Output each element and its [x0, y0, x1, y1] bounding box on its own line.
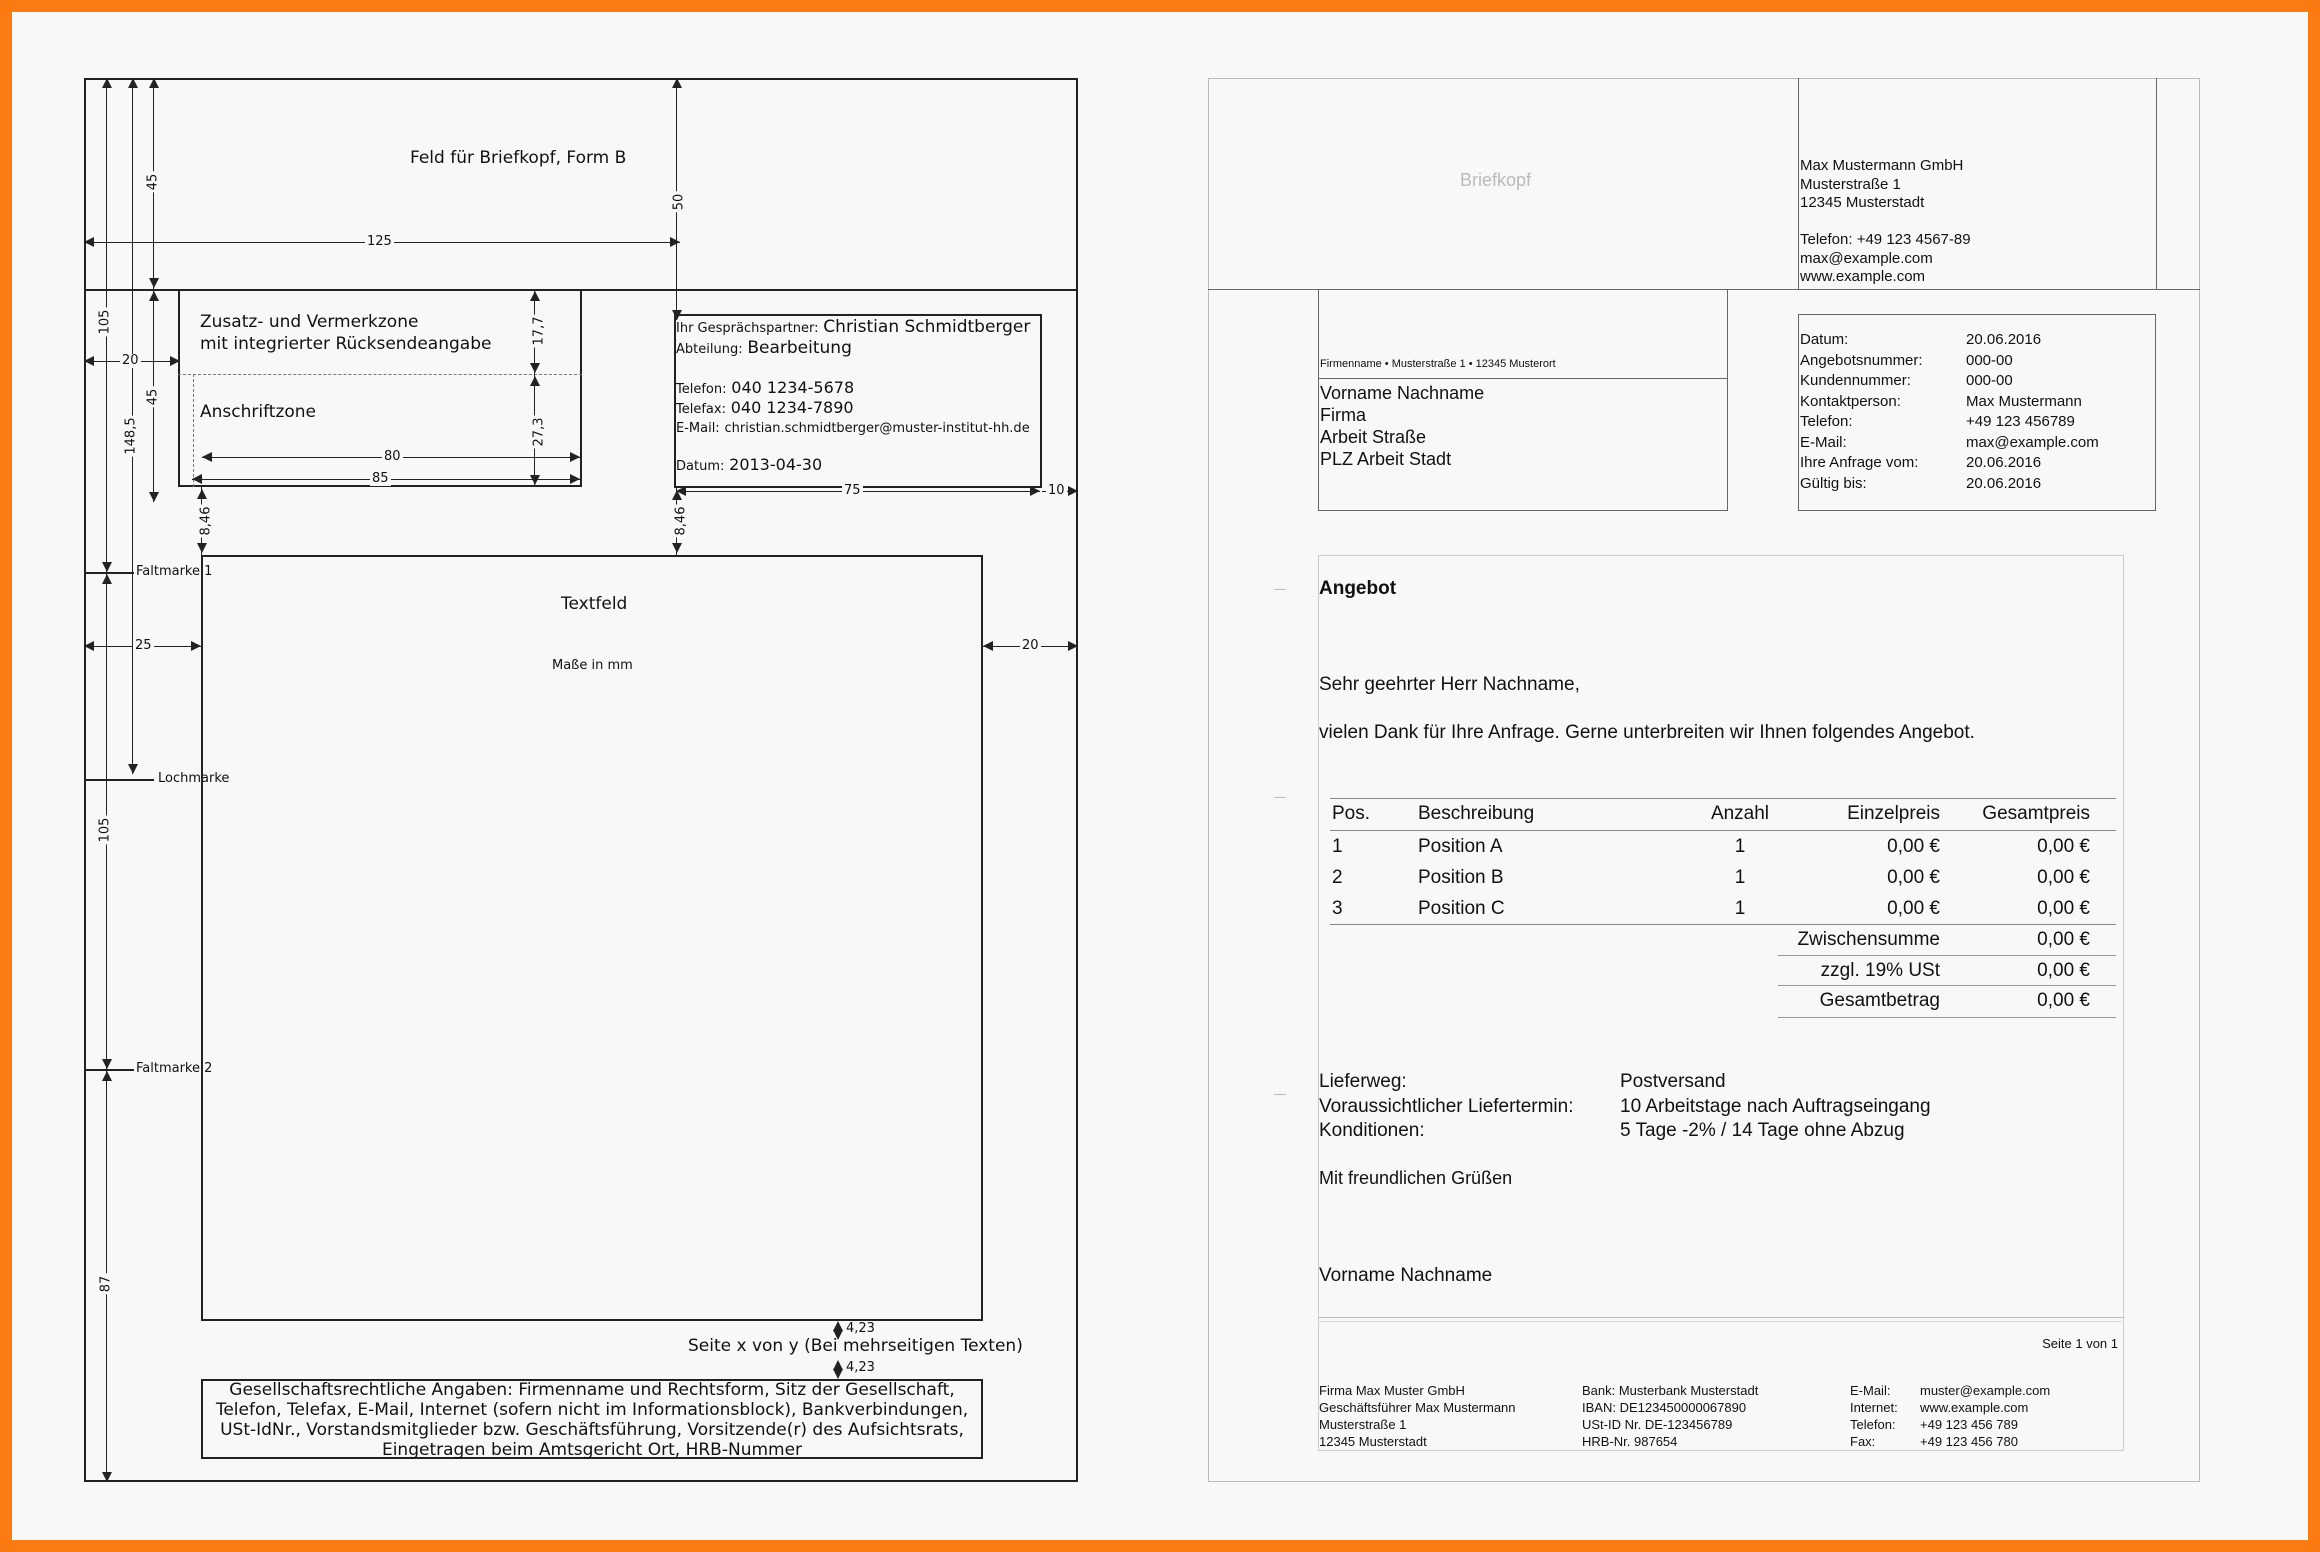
dim-27-3: 27,3: [531, 417, 547, 447]
anschrift-zone-label: Anschriftzone: [200, 402, 317, 422]
dim-10: 10: [1048, 483, 1065, 498]
dim-17-7: 17,7: [531, 316, 547, 346]
cell-desc: Position B: [1418, 867, 1504, 888]
company-line: 12345 Musterstadt: [1800, 194, 1925, 211]
footer-line: Musterstraße 1: [1319, 1417, 1407, 1432]
company-line: Telefon: +49 123 4567-89: [1800, 231, 1971, 248]
cell-desc: Position A: [1418, 836, 1503, 857]
offer-salutation: Sehr geehrter Herr Nachname,: [1319, 674, 1580, 695]
table-row: [1330, 831, 2116, 862]
footer-line: USt-ID Nr. DE-123456789: [1582, 1417, 1733, 1432]
dim-8-46-right: 8,46: [673, 506, 689, 536]
footer-line: Geschäftsführer Max Mustermann: [1319, 1400, 1516, 1415]
legal-footer-line1: Gesellschaftsrechtliche Angaben: Firmenname und Rechtsform, Sitz der Gesellschaft,: [229, 1380, 955, 1400]
info-contact-value: Christian Schmidtberger: [823, 317, 1031, 337]
company-line: Max Mustermann GmbH: [1800, 157, 1964, 174]
delivery-label: Lieferweg:: [1319, 1071, 1407, 1092]
info-label: Telefon:: [1800, 413, 1853, 430]
footer-line: 12345 Musterstadt: [1319, 1434, 1427, 1449]
footer-line: muster@example.com: [1920, 1383, 2051, 1398]
zusatz-zone-line1: Zusatz- und Vermerkzone: [200, 312, 419, 332]
closing: Mit freundlichen Grüßen: [1319, 1168, 1513, 1188]
cell-total: 0,00 €: [2037, 898, 2090, 919]
dim-45-top: 45: [145, 173, 161, 191]
info-contact-label: Ihr Gesprächspartner:: [676, 321, 819, 336]
cell-total: 0,00 €: [2037, 867, 2090, 888]
text-field-label: Textfeld: [561, 594, 628, 614]
info-email-label: E-Mail:: [676, 421, 720, 436]
info-email-row: [676, 418, 1030, 438]
cell-desc: Position C: [1418, 898, 1505, 919]
canvas: [12, 12, 2308, 1540]
cell-unit: 0,00 €: [1887, 836, 1940, 857]
subtotal-row: [1330, 924, 2116, 955]
table-row: [1330, 893, 2116, 924]
delivery-labels: [1319, 1070, 1574, 1144]
info-date-value: 2013-04-30: [729, 455, 823, 474]
info-phone-row: [676, 379, 854, 399]
delivery-value: 5 Tage -2% / 14 Tage ohne Abzug: [1620, 1120, 1905, 1141]
info-value: +49 123 456789: [1966, 413, 2075, 430]
legal-footer-line4: Eingetragen beim Amtsgericht Ort, HRB-Nummer: [381, 1440, 803, 1460]
dim-25: 25: [135, 638, 152, 653]
offer-subject: Angebot: [1319, 578, 1397, 599]
signature-name: Vorname Nachname: [1319, 1265, 1493, 1286]
dim-20-left: 20: [122, 353, 139, 368]
subtotal-label: Zwischensumme: [1797, 929, 1940, 950]
footer-line: IBAN: DE123450000067890: [1582, 1400, 1747, 1415]
company-line: www.example.com: [1800, 268, 1926, 285]
cell-unit: 0,00 €: [1887, 898, 1940, 919]
info-value: max@example.com: [1966, 433, 2099, 451]
info-label: Kundennummer:: [1800, 372, 1911, 389]
page-number-note: Seite x von y (Bei mehrseitigen Texten): [688, 1336, 1023, 1356]
cell-pos: 2: [1332, 867, 1343, 888]
total-label: Gesamtbetrag: [1819, 990, 1940, 1011]
cell-pos: 1: [1332, 836, 1343, 857]
info-label: E-Mail:: [1800, 433, 1847, 451]
company-block: [1800, 157, 1971, 287]
footer-bank: [1582, 1382, 1758, 1450]
table-row: [1330, 862, 2116, 893]
recipient-line: Vorname Nachname: [1320, 383, 1485, 403]
cell-qty: 1: [1734, 898, 1746, 919]
table-header-row: [1330, 798, 2116, 829]
info-contact-row: [676, 318, 1030, 338]
col-header-pos: Pos.: [1332, 803, 1371, 824]
col-header-unit: Einzelpreis: [1847, 803, 1940, 824]
dim-4-23-bottom: 4,23: [846, 1360, 875, 1375]
info-value: 20.06.2016: [1966, 331, 2042, 348]
info-phone-label: Telefon:: [676, 382, 727, 397]
delivery-values: [1620, 1070, 1931, 1144]
recipient-address: [1320, 382, 1484, 470]
dim-75: 75: [844, 483, 861, 498]
tax-label: zzgl. 19% USt: [1820, 960, 1940, 981]
dim-80: 80: [384, 449, 401, 464]
hole-mark: Lochmarke: [158, 771, 230, 786]
info-phone-value: 040 1234-5678: [731, 378, 855, 397]
fold-mark-2: Faltmarke 2: [136, 1061, 213, 1076]
footer-company: [1319, 1382, 1516, 1450]
info-value: 20.06.2016: [1966, 454, 2042, 471]
cell-qty: 1: [1734, 836, 1746, 857]
footer-line: Firma Max Muster GmbH: [1319, 1383, 1465, 1398]
units-note: Maße in mm: [552, 658, 633, 673]
header-field-label: Feld für Briefkopf, Form B: [410, 148, 627, 168]
recipient-line: Arbeit Straße: [1320, 427, 1427, 447]
col-header-desc: Beschreibung: [1418, 803, 1535, 824]
info-date-row: [676, 456, 822, 476]
col-header-total: Gesamtpreis: [1982, 803, 2090, 824]
footer-contact-values: [1920, 1382, 2050, 1450]
footer-line: HRB-Nr. 987654: [1582, 1434, 1678, 1449]
info-value: 000-00: [1966, 351, 2013, 369]
info-value: 000-00: [1966, 372, 2013, 389]
delivery-label: Konditionen:: [1319, 1120, 1425, 1141]
company-line: Musterstraße 1: [1800, 175, 1901, 193]
total-row: [1330, 985, 2116, 1016]
info-value: 20.06.2016: [1966, 474, 2042, 492]
zusatz-zone-line2: mit integrierter Rücksendeangabe: [200, 334, 492, 354]
dim-85: 85: [372, 471, 389, 486]
dim-87: 87: [98, 1275, 114, 1293]
info-fax-value: 040 1234-7890: [730, 398, 854, 417]
dim-125: 125: [367, 234, 392, 249]
cell-pos: 3: [1332, 898, 1343, 919]
company-line: max@example.com: [1800, 249, 1933, 267]
dim-4-23-top: 4,23: [846, 1321, 875, 1336]
info-department-row: [676, 339, 852, 359]
cell-unit: 0,00 €: [1887, 867, 1940, 888]
dim-20-right: 20: [1022, 638, 1039, 653]
footer-line: Fax:: [1850, 1434, 1876, 1449]
info-fax-label: Telefax:: [676, 402, 726, 417]
cell-total: 0,00 €: [2037, 836, 2090, 857]
tax-row: [1330, 955, 2116, 986]
delivery-value: Postversand: [1620, 1071, 1726, 1092]
footer-line: Telefon:: [1850, 1417, 1896, 1432]
recipient-line: PLZ Arbeit Stadt: [1320, 449, 1452, 469]
footer-line: Internet:: [1850, 1400, 1898, 1415]
subtotal-value: 0,00 €: [2037, 929, 2090, 950]
fold-mark-1: Faltmarke 1: [136, 564, 213, 579]
delivery-label: Voraussichtlicher Liefertermin:: [1319, 1095, 1574, 1117]
offer-intro: vielen Dank für Ihre Anfrage. Gerne unterbreiten wir Ihnen folgendes Angebot.: [1319, 722, 1975, 743]
tax-value: 0,00 €: [2037, 960, 2090, 981]
info-fax-row: [676, 399, 854, 419]
dim-8-46-left: 8,46: [198, 506, 214, 536]
recipient-line: Firma: [1320, 405, 1366, 425]
page-info: Seite 1 von 1: [2042, 1336, 2118, 1351]
footer-line: E-Mail:: [1850, 1383, 1891, 1398]
dim-45-bottom: 45: [145, 388, 161, 406]
info-department-label: Abteilung:: [676, 342, 743, 357]
legal-footer-line3: USt-IdNr., Vorstandsmitglieder bzw. Geschäftsführung, Vorsitzende(r) des Aufsichtsrats,: [220, 1420, 964, 1440]
info-value: Max Mustermann: [1966, 392, 2082, 410]
legal-footer-line2: Telefon, Telefax, E-Mail, Internet (sofern nicht im Informationsblock), Bankverbindungen,: [215, 1400, 969, 1420]
delivery-value: 10 Arbeitstage nach Auftragseingang: [1620, 1095, 1931, 1117]
dim-50: 50: [671, 193, 687, 211]
info-label: Angebotsnummer:: [1800, 351, 1923, 369]
dim-105-top: 105: [97, 309, 113, 335]
hole-mark-line: [84, 779, 154, 781]
footer-line: www.example.com: [1920, 1400, 2029, 1415]
cell-qty: 1: [1734, 867, 1746, 888]
info-department-value: Bearbeitung: [747, 338, 852, 358]
footer-line: +49 123 456 789: [1920, 1417, 2018, 1432]
info-email-value: christian.schmidtberger@muster-institut-hh.de: [724, 421, 1030, 436]
footer-contact-labels: [1850, 1382, 1898, 1450]
total-value: 0,00 €: [2037, 990, 2090, 1011]
footer-line: Bank: Musterbank Musterstadt: [1582, 1383, 1759, 1398]
dim-105-bottom: 105: [97, 817, 113, 843]
info-label: Datum:: [1800, 331, 1849, 348]
return-address: Firmenname • Musterstraße 1 • 12345 Musterort: [1320, 358, 1556, 370]
offer-info-labels: [1800, 330, 1923, 494]
info-label: Gültig bis:: [1800, 474, 1867, 492]
col-header-qty: Anzahl: [1710, 803, 1770, 824]
offer-info-values: [1966, 330, 2099, 494]
letterhead-placeholder: Briefkopf: [1460, 170, 1532, 190]
info-date-label: Datum:: [676, 459, 725, 474]
info-label: Kontaktperson:: [1800, 392, 1901, 410]
info-label: Ihre Anfrage vom:: [1800, 454, 1919, 471]
dim-148: 148,5: [123, 417, 139, 455]
footer-line: +49 123 456 780: [1920, 1434, 2018, 1449]
